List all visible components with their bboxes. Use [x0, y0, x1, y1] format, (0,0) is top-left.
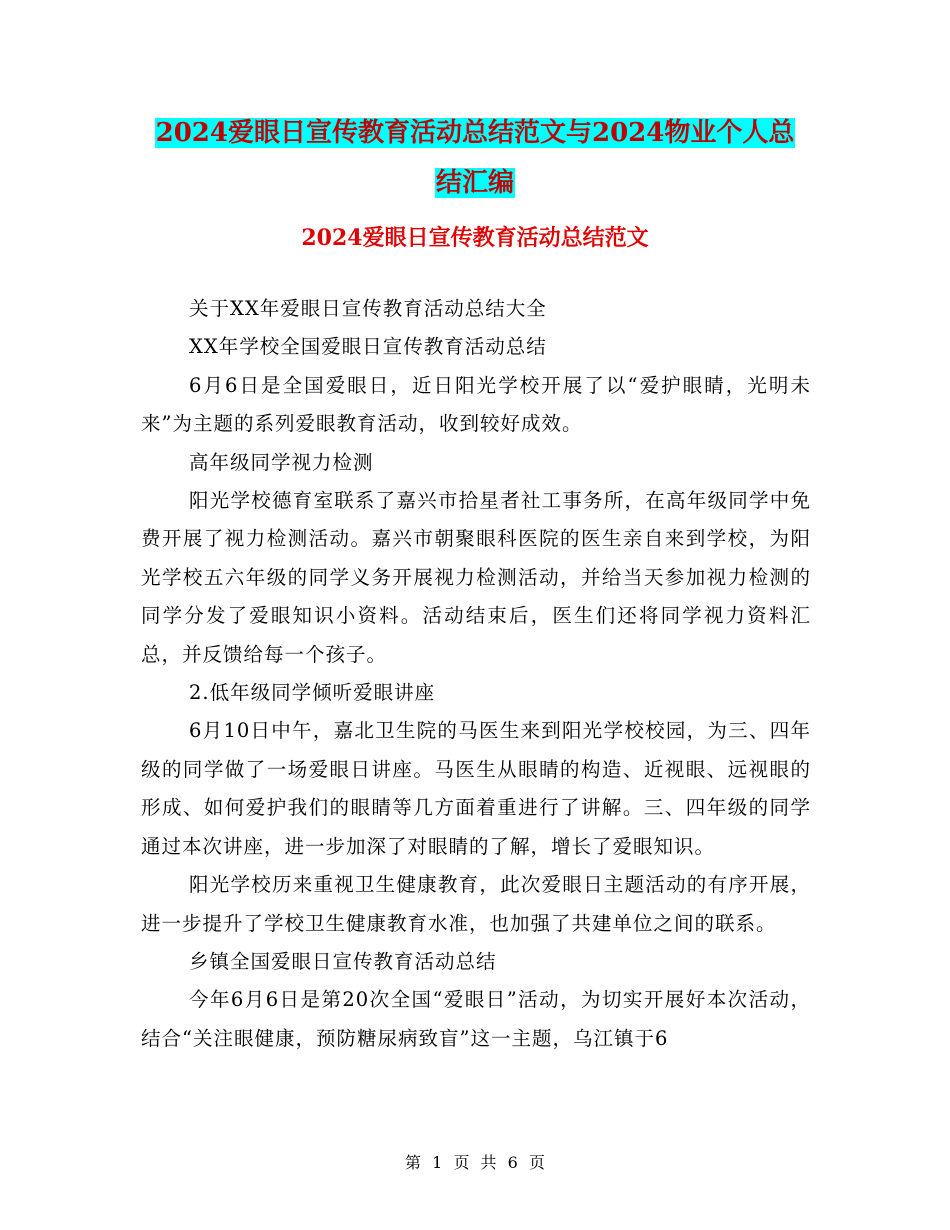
- section-title: 2024爱眼日宣传教育活动总结范文: [301, 225, 649, 251]
- paragraph: 今年6月6日是第20次全国“爱眼日”活动，为切实开展好本次活动，结合“关注眼健康，预防糖尿病致盲”这一主题，乌江镇于6: [141, 988, 811, 1050]
- document-title-line2: 结汇编: [435, 168, 514, 198]
- document-title: [0, 108, 950, 208]
- paragraph: 高年级同学视力检测: [189, 450, 374, 474]
- document-title-line1: 2024爱眼日宣传教育活动总结范文与2024物业个人总: [155, 118, 795, 148]
- page-label-mid: 页: [453, 1153, 470, 1172]
- total-suffix: 页: [528, 1153, 545, 1172]
- paragraph: XX年学校全国爱眼日宣传教育活动总结: [189, 335, 547, 359]
- paragraph: 6月10日中午，嘉北卫生院的马医生来到阳光学校校园，为三、四年级的同学做了一场爱眼日讲座。马医生从眼睛的构造、近视眼、远视眼的形成、如何爱护我们的眼睛等几方面着重进行了讲解。三、四年级的同学通过本次讲座，进一步加深了对眼睛的了解，增长了爱眼知识。: [141, 719, 811, 858]
- total-pages: 6: [507, 1153, 518, 1172]
- paragraph: 2.低年级同学倾听爱眼讲座: [189, 681, 436, 705]
- document-body: [141, 290, 811, 1058]
- paragraph: 6月6日是全国爱眼日，近日阳光学校开展了以“爱护眼睛，光明未来”为主题的系列爱眼教育活动，收到较好成效。: [141, 373, 811, 436]
- paragraph: 阳光学校德育室联系了嘉兴市拾星者社工事务所，在高年级同学中免费开展了视力检测活动。嘉兴市朝聚眼科医院的医生亲自来到学校，为阳光学校五六年级的同学义务开展视力检测活动，并给当天参加视力检测的同学分发了爱眼知识小资料。活动结束后，医生们还将同学视力资料汇总，并反馈给每一个孩子。: [141, 489, 811, 666]
- paragraph: 阳光学校历来重视卫生健康教育，此次爱眼日主题活动的有序开展，进一步提升了学校卫生健康教育水准，也加强了共建单位之间的联系。: [141, 873, 811, 935]
- page-number: 1: [432, 1153, 443, 1172]
- page-label-prefix: 第: [405, 1153, 422, 1172]
- paragraph: 关于XX年爱眼日宣传教育活动总结大全: [189, 297, 547, 320]
- total-prefix: 共: [480, 1153, 497, 1172]
- page-footer: [0, 1150, 950, 1173]
- paragraph: 乡镇全国爱眼日宣传教育活动总结: [189, 949, 497, 973]
